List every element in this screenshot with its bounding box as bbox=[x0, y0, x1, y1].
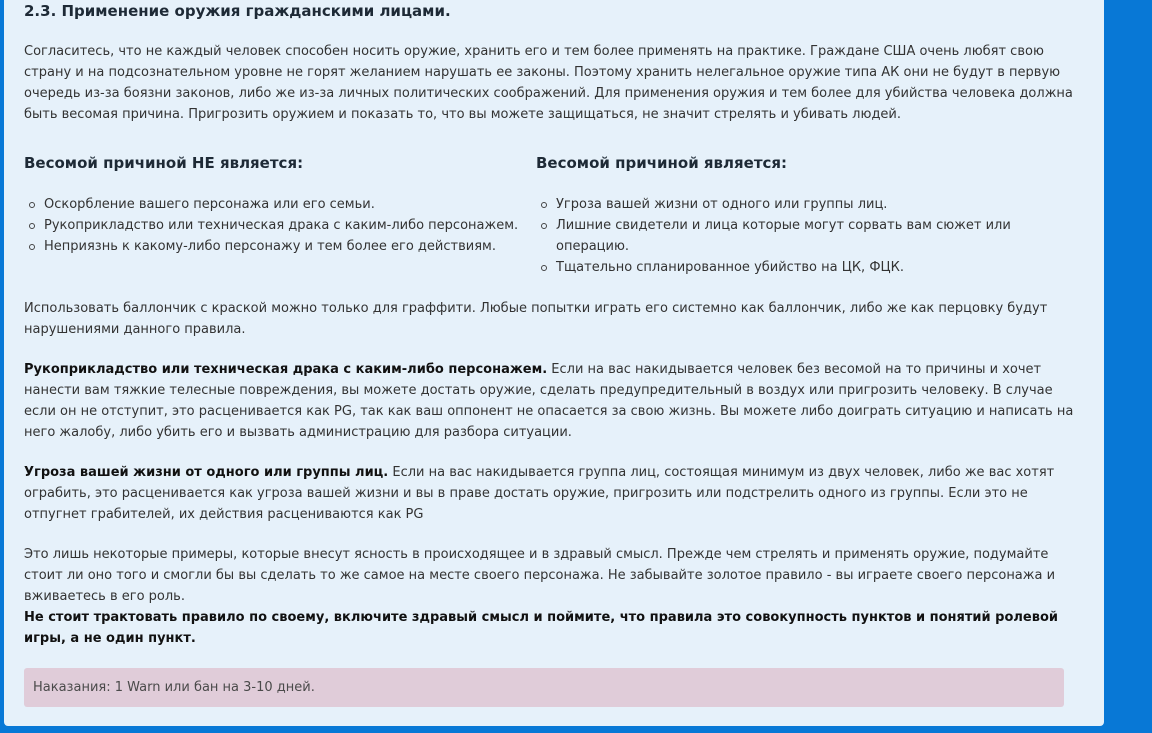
examples-paragraph: Это лишь некоторые примеры, которые внесут ясность в происходящее и в здравый смысл. Прежде чем стрелять и применять оружие, подумайте стоит ли оно того и смогли бы вы сделать то же самое на месте своего персонажа. Не забывайте золотое правило - вы играете своего персонажа и вживаетесь в его роль. bbox=[24, 547, 1056, 604]
threat-lead: Угроза вашей жизни от одного или группы лиц. bbox=[24, 465, 389, 480]
fight-paragraph bbox=[24, 359, 1082, 443]
not-valid-column bbox=[24, 152, 524, 257]
threat-text: Если на вас накидывается группа лиц, состоящая минимум из двух человек, либо же вас хотят ограбить, это расценивается как угроза вашей жизни и вы в праве достать оружие, пригрозить или подстрелить одного из группы. Если это не отпугнет грабителей, их действия расцениваются как PG bbox=[24, 465, 1055, 522]
penalty-box: Наказания: 1 Warn или бан на 3-10 дней. bbox=[24, 668, 1064, 707]
intro-paragraph: Согласитесь, что не каждый человек способен носить оружие, хранить его и тем более применять на практике. Граждане США очень любят свою страну и на подсознательном уровне не горят желанием нарушать ее законы. Поэтому хранить нелегальное оружие типа АК они не будут в первую очередь из-за боязни законов, либо же из-за личных политических соображений. Для применения оружия и тем более для убийства человека должна быть весомая причина. Пригрозить оружием и показать то, что вы можете защищаться, не значит стрелять и убивать людей. bbox=[24, 44, 1073, 122]
valid-list bbox=[536, 194, 1026, 278]
closing-note: Не стоит трактовать правило по своему, включите здравый смысл и поймите, что правила это совокупность пунктов и понятий ролевой игры, а не один пункт. bbox=[24, 610, 1059, 646]
list-item: Оскорбление вашего персонажа или его семьи. bbox=[44, 194, 524, 215]
list-item: Рукоприкладство или техническая драка с каким-либо персонажем. bbox=[44, 215, 524, 236]
threat-paragraph bbox=[24, 462, 1082, 525]
graffiti-paragraph: Использовать баллончик с краской можно только для граффити. Любые попытки играть его системно как баллончик, либо же как перцовку будут нарушениями данного правила. bbox=[24, 301, 1048, 337]
list-item: Лишние свидетели и лица которые могут сорвать вам сюжет или операцию. bbox=[556, 215, 1026, 257]
list-item: Угроза вашей жизни от одного или группы лиц. bbox=[556, 194, 1026, 215]
rule-card bbox=[4, 0, 1104, 726]
list-item: Неприязнь к какому-либо персонажу и тем более его действиям. bbox=[44, 236, 524, 257]
fight-lead: Рукоприкладство или техническая драка с каким-либо персонажем. bbox=[24, 362, 548, 377]
not-valid-list bbox=[24, 194, 524, 257]
not-valid-heading: Весомой причиной НЕ является: bbox=[24, 154, 304, 172]
fight-text: Если на вас накидывается человек без весомой на то причины и хочет нанести вам тяжкие телесные повреждения, вы можете достать оружие, сделать предупредительный в воздух или пригрозить человеку. В случае если он не отступит, это расценивается как PG, так как ваш оппонент не опасается за свою жизнь. Вы можете либо доиграть ситуацию и написать на него жалобу, либо убить его и вызвать администрацию для разбора ситуации. bbox=[24, 362, 1074, 440]
valid-heading: Весомой причиной является: bbox=[536, 154, 788, 172]
examples-block bbox=[24, 544, 1082, 649]
section-title: 2.3. Применение оружия гражданскими лицами. bbox=[24, 2, 451, 20]
valid-column bbox=[536, 152, 1026, 278]
list-item: Тщательно спланированное убийство на ЦК, ФЦК. bbox=[556, 257, 1026, 278]
